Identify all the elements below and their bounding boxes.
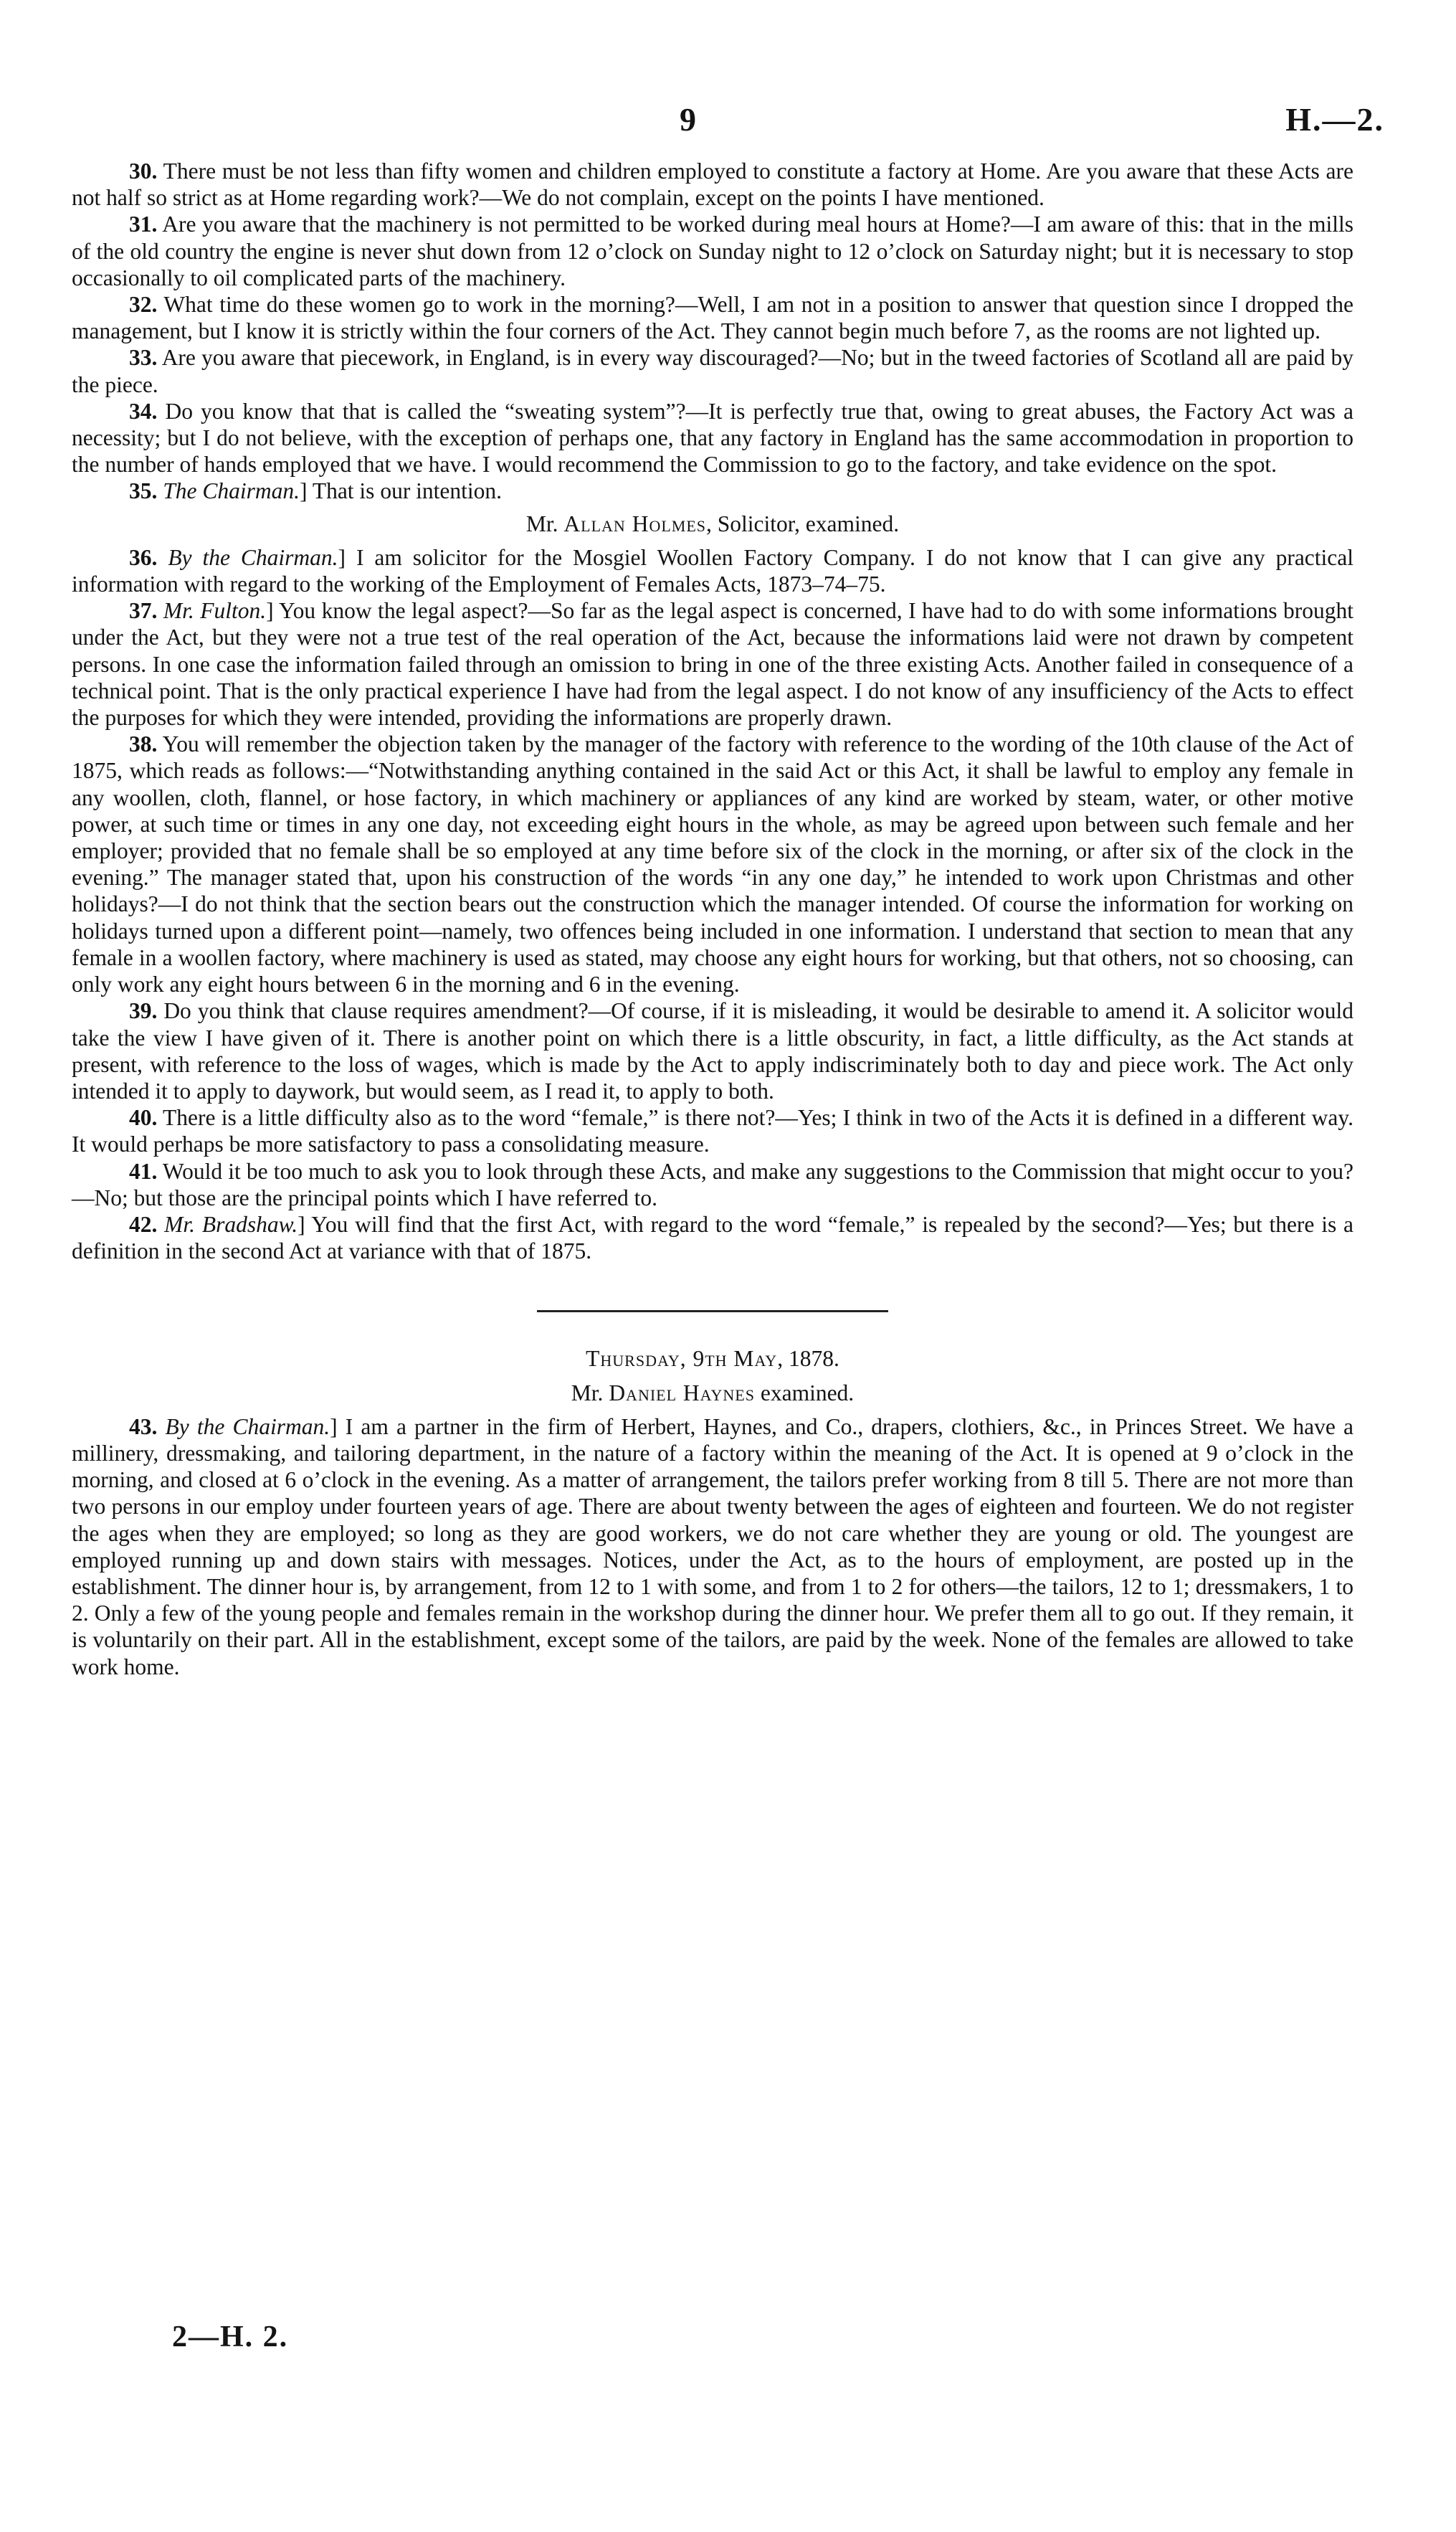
paragraph-31 xyxy=(72,211,1353,291)
page-header xyxy=(0,100,1456,136)
speaker-name: By the Chairman. xyxy=(165,1413,330,1439)
paragraph-number: 36. xyxy=(129,544,158,570)
section-divider xyxy=(537,1310,888,1312)
paragraph-number: 37. xyxy=(129,598,158,624)
paragraph-number: 32. xyxy=(129,292,158,318)
paragraph-text: Would it be too much to ask you to look through these Acts, and make any suggestions to the Commission that might occur to you?—No; but those are the principal points which I have referred to. xyxy=(72,1158,1353,1210)
witness-heading: Mr. Daniel Haynes examined. xyxy=(571,1380,855,1405)
paragraph-number: 35. xyxy=(129,478,158,504)
paragraph-number: 41. xyxy=(129,1158,158,1184)
speaker-name: Mr. Bradshaw. xyxy=(164,1211,298,1237)
paragraph-text: I am a partner in the firm of Herbert, Haynes, and Co., drapers, clothiers, &c., in Princes Street. We have a millinery, dressmaking, and tailoring department, in the nature of a factory within the meaning of the Act. It is opened at 9 o’clock in the morning, and closed at 6 o’clock in the evening. As a matter of arrangement, the tailors prefer working from 8 till 5. There are not more than two persons in our employ under fourteen years of age. There are about twenty between the ages of eighteen and fourteen. We do not register the ages when they are employed; so long as they are good workers, we do not care whether they are young or old. The youngest are employed running up and down stairs with messages. Notices, under the Act, as to the hours of employment, are posted up in the establishment. The dinner hour is, by arrangement, from 12 to 1 with some, and from 1 to 2 for others—the tailors, 12 to 1; dressmakers, 1 to 2. Only a few of the young people and females remain in the workshop during the dinner hour. We prefer them all to go out. If they remain, it is voluntarily on their part. All in the establishment, except some of the tailors, are paid by the week. None of the females are allowed to take work home. xyxy=(72,1413,1353,1679)
paragraph-text: Are you aware that the machinery is not permitted to be worked during meal hours at Home?—I am aware of this: that in the mills of the old country the engine is never shut down from 12 o’clock on Sunday night to 12 o’clock on Saturday night; but it is necessary to stop occasionally to oil complicated parts of the machinery. xyxy=(72,212,1353,290)
witness-heading: Mr. Allan Holmes, Solicitor, examined. xyxy=(525,511,900,536)
paragraph-text: There is a little difficulty also as to the word “female,” is there not?—Yes; I think in two of the Acts it is defined in a different way. It would perhaps be more satisfactory to pass a consolidating measure. xyxy=(72,1105,1353,1157)
paragraph-number: 43. xyxy=(129,1413,158,1439)
paragraph-41 xyxy=(72,1158,1353,1211)
paragraph-30 xyxy=(72,158,1353,211)
paragraph-number: 39. xyxy=(129,998,158,1024)
witness-name: Daniel Haynes xyxy=(609,1380,755,1405)
speaker-name: Mr. Fulton. xyxy=(163,598,267,624)
paragraph-text: You will find that the first Act, with regard to the word “female,” is repealed by the second?—Yes; but there is a definition in the second Act at variance with that of 1875. xyxy=(72,1211,1353,1264)
paragraph-36: 36. By the Chairman.] I am solicitor for the Mosgiel Woollen Factory Company. I do not know that I can give any practical information with regard to the working of the Employment of Females Acts, 1873–74–75. xyxy=(72,544,1353,597)
paragraph-number: 33. xyxy=(129,345,158,371)
paragraph-42: 42. Mr. Bradshaw.] You will find that the first Act, with regard to the word “female,” is repealed by the second?—Yes; but there is a definition in the second Act at variance with that of 1875. xyxy=(72,1211,1353,1264)
paragraph-text: You know the legal aspect?—So far as the legal aspect is concerned, I have had to do with some informations brought under the Act, but they were not a true test of the real operation of the Act, because the informations laid were not drawn by competent persons. In one case the information failed through an omission to bring in one of the three existing Acts. Another failed in consequence of a technical point. That is the only practical experience I have had from the legal aspect. I do not know of any insufficiency of the Acts to effect the purposes for which they were intended, providing the informations are properly drawn. xyxy=(72,598,1353,731)
speaker-name: The Chairman. xyxy=(163,478,300,504)
speaker-name: By the Chairman. xyxy=(168,544,338,570)
paragraph-number: 30. xyxy=(129,158,158,184)
paragraph-number: 42. xyxy=(129,1211,158,1237)
paragraph-text: Are you aware that piecework, in England, is in every way discouraged?—No; but in the tweed factories of Scotland all are paid by the piece. xyxy=(72,345,1353,397)
signature-mark: 2—H. 2. xyxy=(172,2320,289,2353)
paragraph-text: I am solicitor for the Mosgiel Woollen Factory Company. I do not know that I can give any practical information with regard to the working of the Employment of Females Acts, 1873–74–75. xyxy=(72,544,1353,597)
paragraph-33 xyxy=(72,344,1353,397)
paragraph-39 xyxy=(72,997,1353,1104)
document-reference: H.—2. xyxy=(1285,101,1384,138)
paragraph-text: Do you think that clause requires amendment?—Of course, if it is misleading, it would be desirable to amend it. A solicitor would take the view I have given of it. There is another point on which there is a little obscurity, in fact, a little difficulty, as the Act stands at present, with reference to the loss of wages, which is made by the Act to apply indiscriminately both to day and piece work. The Act only intended it to apply to daywork, but would seem, as I read it, to apply to both. xyxy=(72,998,1354,1104)
paragraph-text: That is our intention. xyxy=(312,478,503,504)
paragraph-number: 38. xyxy=(129,731,158,757)
paragraph-32 xyxy=(72,291,1353,344)
date-heading: Thursday, 9th May, 1878. xyxy=(586,1346,839,1372)
paragraph-number: 40. xyxy=(129,1105,158,1131)
paragraph-40 xyxy=(72,1104,1353,1157)
paragraph-number: 34. xyxy=(129,398,158,424)
paragraph-43: 43. By the Chairman.] I am a partner in the firm of Herbert, Haynes, and Co., drapers, clothiers, &c., in Princes Street. We have a millinery, dressmaking, and tailoring department, in the nature of a factory within the meaning of the Act. It is opened at 9 o’clock in the morning, and closed at 6 o’clock in the evening. As a matter of arrangement, the tailors prefer working from 8 till 5. There are not more than two persons in our employ under fourteen years of age. There are about twenty between the ages of eighteen and fourteen. We do not register the ages when they are employed; so long as they are good workers, we do not care whether they are young or old. The youngest are employed running up and down stairs with messages. Notices, under the Act, as to the hours of employment, are posted up in the establishment. The dinner hour is, by arrangement, from 12 to 1 with some, and from 1 to 2 for others—the tailors, 12 to 1; dressmakers, 1 to 2. Only a few of the young people and females remain in the workshop during the dinner hour. We prefer them all to go out. If they remain, it is voluntarily on their part. All in the establishment, except some of the tailors, are paid by the week. None of the females are allowed to take work home. xyxy=(72,1413,1353,1679)
testimony-body xyxy=(72,158,1353,1680)
paragraph-text: You will remember the objection taken by the manager of the factory with reference to the wording of the 10th clause of the Act of 1875, which reads as follows:—“Notwithstanding anything contained in the said Act or this Act, it shall be lawful to employ any female in any woollen, cloth, flannel, or hose factory, in which machinery or appliances of any kind are worked by steam, water, or other motive power, at such time or times in any one day, not exceeding eight hours in the whole, as may be agreed upon between such female and her employer; provided that no female shall be so employed at any time before six of the clock in the morning, or after six of the clock in the evening.” The manager stated that, upon his construction of the words “in any one day,” he intended to work upon Christmas and other holidays?—I do not think that the section bears out the construction which the manager intended. Of course the information for working on holidays turned upon a different point—namely, two offences being included in one information. I understand that section to mean that any female in a woollen factory, where machinery is used as stated, may choose any eight hours for working, but that others, not so choosing, can only work any eight hours between 6 in the morning and 6 in the evening. xyxy=(72,731,1353,997)
paragraph-35: 35. The Chairman.] That is our intention. xyxy=(129,478,503,504)
paragraph-37: 37. Mr. Fulton.] You know the legal aspect?—So far as the legal aspect is concerned, I have had to do with some informations brought under the Act, but they were not a true test of the real operation of the Act, because the informations laid were not drawn by competent persons. In one case the information failed through an omission to bring in one of the three existing Acts. Another failed in consequence of a technical point. That is the only practical experience I have had from the legal aspect. I do not know of any insufficiency of the Acts to effect the purposes for which they were intended, providing the informations are properly drawn. xyxy=(72,598,1353,731)
witness-name: Allan Holmes xyxy=(563,511,707,536)
paragraph-text: Do you know that that is called the “sweating system”?—It is perfectly true that, owing to great abuses, the Factory Act was a necessity; but I do not believe, with the exception of perhaps one, that any factory in England has the same accommodation in proportion to the number of hands employed that we have. I would recommend the Commission to go to the factory, and take evidence on the spot. xyxy=(72,398,1354,478)
paragraph-text: What time do these women go to work in the morning?—Well, I am not in a position to answer that question since I dropped the management, but I know it is strictly within the four corners of the Act. They cannot begin much before 7, as the rooms are not lighted up. xyxy=(72,292,1354,344)
page-number: 9 xyxy=(680,101,696,138)
paragraph-34 xyxy=(72,398,1353,478)
paragraph-text: There must be not less than fifty women and children employed to constitute a factory at Home. Are you aware that these Acts are not half so strict as at Home regarding work?—We do not complain, except on the points I have mentioned. xyxy=(72,158,1353,211)
paragraph-number: 31. xyxy=(129,212,158,237)
paragraph-38 xyxy=(72,731,1353,997)
